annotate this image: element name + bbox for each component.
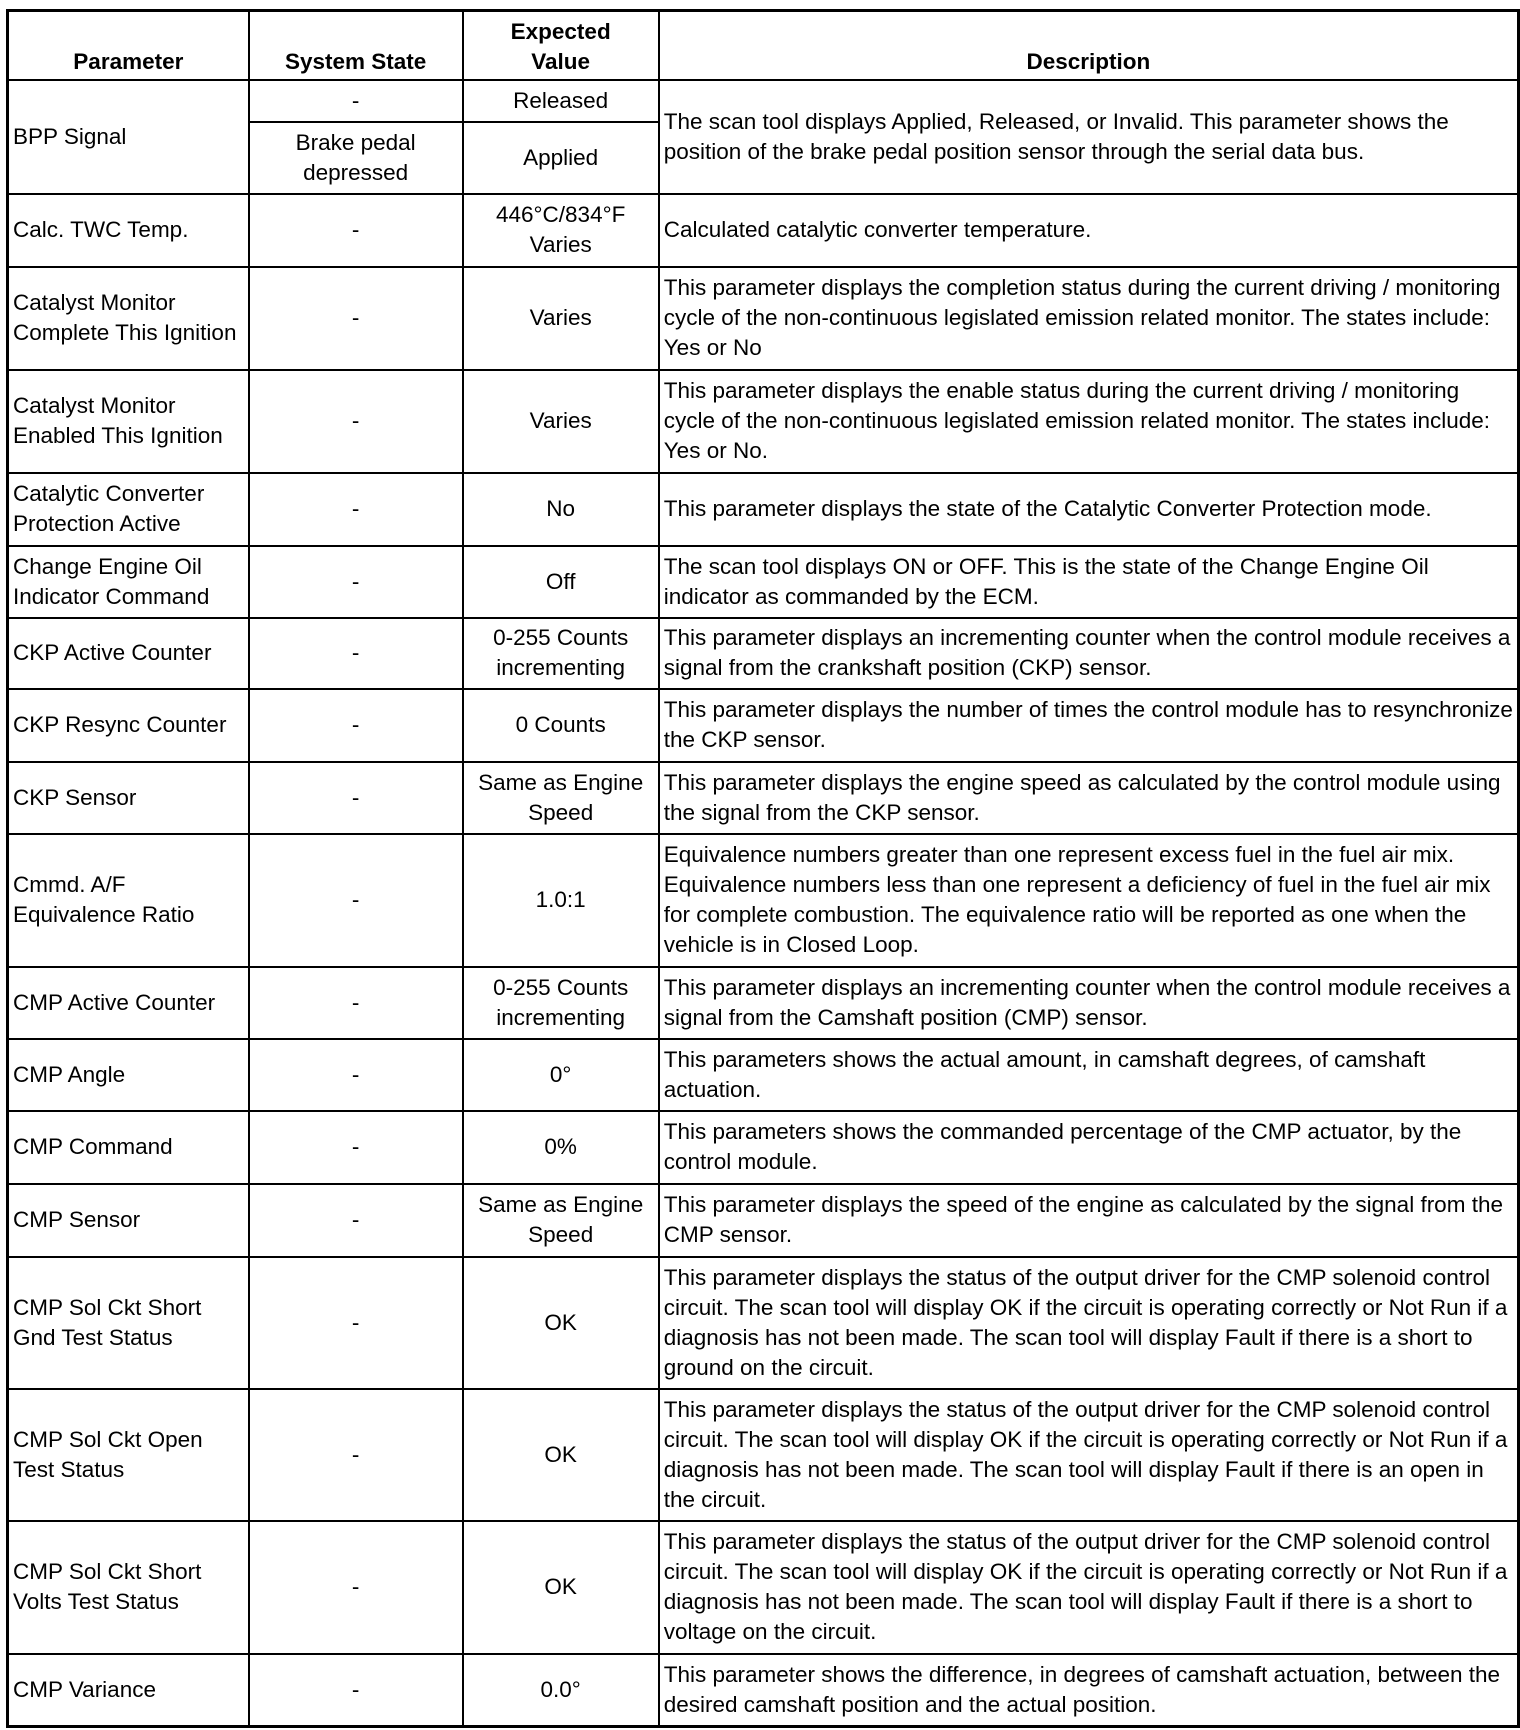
cell-description: This parameter displays the speed of the engine as calculated by the signal from the CMP sensor. (659, 1184, 1519, 1257)
cell-expected-value: 1.0:1 (463, 834, 659, 967)
cell-system-state: - (249, 967, 463, 1039)
cell-system-state: - (249, 1521, 463, 1654)
cell-system-state: Brake pedal depressed (249, 122, 463, 194)
cell-system-state: - (249, 1039, 463, 1111)
table-row (8, 473, 1519, 546)
cell-description: This parameter displays the engine speed as calculated by the control module using the signal from the CKP sensor. (659, 762, 1519, 834)
cell-system-state: - (249, 762, 463, 834)
table-row (8, 762, 1519, 834)
cell-system-state: - (249, 689, 463, 762)
header-system-state: System State (249, 11, 463, 80)
cell-expected-value: 0% (463, 1111, 659, 1184)
cell-parameter: Change Engine Oil Indicator Command (8, 546, 249, 618)
table-row-bpp-released (8, 80, 1519, 122)
cell-parameter: CMP Sol Ckt Short Volts Test Status (8, 1521, 249, 1654)
cell-parameter: Calc. TWC Temp. (8, 194, 249, 267)
cell-system-state: - (249, 194, 463, 267)
cell-system-state: - (249, 546, 463, 618)
cell-parameter: CMP Sol Ckt Short Gnd Test Status (8, 1257, 249, 1389)
cell-description: This parameter displays the status of the output driver for the CMP solenoid control circuit. The scan tool will display OK if the circuit is operating correctly or Not Run if a diagnosis has not been made. The scan tool will display Fault if there is a short to ground on the circuit. (659, 1257, 1519, 1389)
table-row (8, 967, 1519, 1039)
cell-expected-value: Released (463, 80, 659, 122)
parameter-table (6, 9, 1520, 1728)
cell-expected-value: 0 Counts (463, 689, 659, 762)
cell-expected-value: 446°C/834°F Varies (463, 194, 659, 267)
cell-description: This parameters shows the actual amount, in camshaft degrees, of camshaft actuation. (659, 1039, 1519, 1111)
cell-parameter: Cmmd. A/F Equivalence Ratio (8, 834, 249, 967)
cell-parameter: BPP Signal (8, 80, 249, 194)
cell-system-state: - (249, 80, 463, 122)
cell-description: This parameter displays the completion status during the current driving / monitoring cycle of the non-continuous legislated emission related monitor. The states include: Yes or No (659, 267, 1519, 370)
cell-parameter: Catalyst Monitor Enabled This Ignition (8, 370, 249, 473)
cell-description: This parameter displays an incrementing counter when the control module receives a signal from the crankshaft position (CKP) sensor. (659, 618, 1519, 689)
header-row (8, 11, 1519, 80)
header-parameter: Parameter (8, 11, 249, 80)
table-row (8, 1389, 1519, 1521)
cell-system-state: - (249, 618, 463, 689)
cell-system-state: - (249, 1111, 463, 1184)
cell-expected-value: Same as Engine Speed (463, 762, 659, 834)
table-row (8, 267, 1519, 370)
cell-expected-value: OK (463, 1521, 659, 1654)
cell-parameter: CMP Angle (8, 1039, 249, 1111)
cell-expected-value: 0.0° (463, 1654, 659, 1727)
cell-description: This parameter displays the enable status during the current driving / monitoring cycle of the non-continuous legislated emission related monitor. The states include: Yes or No. (659, 370, 1519, 473)
cell-parameter: CMP Sensor (8, 1184, 249, 1257)
cell-expected-value: Varies (463, 267, 659, 370)
table-row (8, 546, 1519, 618)
cell-parameter: CKP Active Counter (8, 618, 249, 689)
cell-parameter: CKP Resync Counter (8, 689, 249, 762)
table-row (8, 689, 1519, 762)
table-row (8, 1257, 1519, 1389)
cell-system-state: - (249, 473, 463, 546)
cell-description: This parameter displays the number of times the control module has to resynchronize the CKP sensor. (659, 689, 1519, 762)
cell-expected-value: 0-255 Counts incrementing (463, 967, 659, 1039)
cell-description: This parameters shows the commanded percentage of the CMP actuator, by the control module. (659, 1111, 1519, 1184)
cell-expected-value: 0-255 Counts incrementing (463, 618, 659, 689)
cell-system-state: - (249, 1654, 463, 1727)
cell-parameter: CMP Sol Ckt Open Test Status (8, 1389, 249, 1521)
cell-system-state: - (249, 370, 463, 473)
cell-parameter: CMP Variance (8, 1654, 249, 1727)
table-row (8, 1184, 1519, 1257)
cell-description: This parameter shows the difference, in degrees of camshaft actuation, between the desired camshaft position and the actual position. (659, 1654, 1519, 1727)
header-expected-line1: Expected (510, 18, 611, 44)
cell-description: The scan tool displays ON or OFF. This is the state of the Change Engine Oil indicator as commanded by the ECM. (659, 546, 1519, 618)
cell-expected-value: OK (463, 1389, 659, 1521)
cell-parameter: Catalyst Monitor Complete This Ignition (8, 267, 249, 370)
cell-description: This parameter displays the status of the output driver for the CMP solenoid control circuit. The scan tool will display OK if the circuit is operating correctly or Not Run if a diagnosis has not been made. The scan tool will display Fault if there is an open in the circuit. (659, 1389, 1519, 1521)
table-row (8, 1521, 1519, 1654)
cell-expected-value: Same as Engine Speed (463, 1184, 659, 1257)
cell-expected-value: 0° (463, 1039, 659, 1111)
table-row (8, 1039, 1519, 1111)
cell-parameter: CMP Active Counter (8, 967, 249, 1039)
cell-description: This parameter displays an incrementing counter when the control module receives a signal from the Camshaft position (CMP) sensor. (659, 967, 1519, 1039)
table-row (8, 370, 1519, 473)
cell-system-state: - (249, 1184, 463, 1257)
cell-expected-value: Varies (463, 370, 659, 473)
table-row (8, 618, 1519, 689)
cell-system-state: - (249, 267, 463, 370)
cell-system-state: - (249, 1389, 463, 1521)
cell-system-state: - (249, 834, 463, 967)
cell-parameter: CMP Command (8, 1111, 249, 1184)
table-row (8, 1654, 1519, 1727)
header-expected-line2: Value (531, 48, 591, 74)
cell-description: This parameter displays the state of the Catalytic Converter Protection mode. (659, 473, 1519, 546)
cell-description: Equivalence numbers greater than one represent excess fuel in the fuel air mix. Equivalence numbers less than one represent a deficiency of fuel in the fuel air mix for complete combustion. The equivalence ratio will be reported as one when the vehicle is in Closed Loop. (659, 834, 1519, 967)
header-description: Description (659, 11, 1519, 80)
cell-parameter: CKP Sensor (8, 762, 249, 834)
header-expected-value (463, 11, 659, 80)
cell-expected-value: No (463, 473, 659, 546)
table-row (8, 194, 1519, 267)
cell-expected-value: OK (463, 1257, 659, 1389)
cell-parameter: Catalytic Converter Protection Active (8, 473, 249, 546)
cell-expected-value: Applied (463, 122, 659, 194)
cell-description: The scan tool displays Applied, Released, or Invalid. This parameter shows the position of the brake pedal position sensor through the serial data bus. (659, 80, 1519, 194)
table-row (8, 834, 1519, 967)
cell-description: Calculated catalytic converter temperature. (659, 194, 1519, 267)
cell-description: This parameter displays the status of the output driver for the CMP solenoid control circuit. The scan tool will display OK if the circuit is operating correctly or Not Run if a diagnosis has not been made. The scan tool will display Fault if there is a short to voltage on the circuit. (659, 1521, 1519, 1654)
cell-expected-value: Off (463, 546, 659, 618)
table-row (8, 1111, 1519, 1184)
cell-system-state: - (249, 1257, 463, 1389)
